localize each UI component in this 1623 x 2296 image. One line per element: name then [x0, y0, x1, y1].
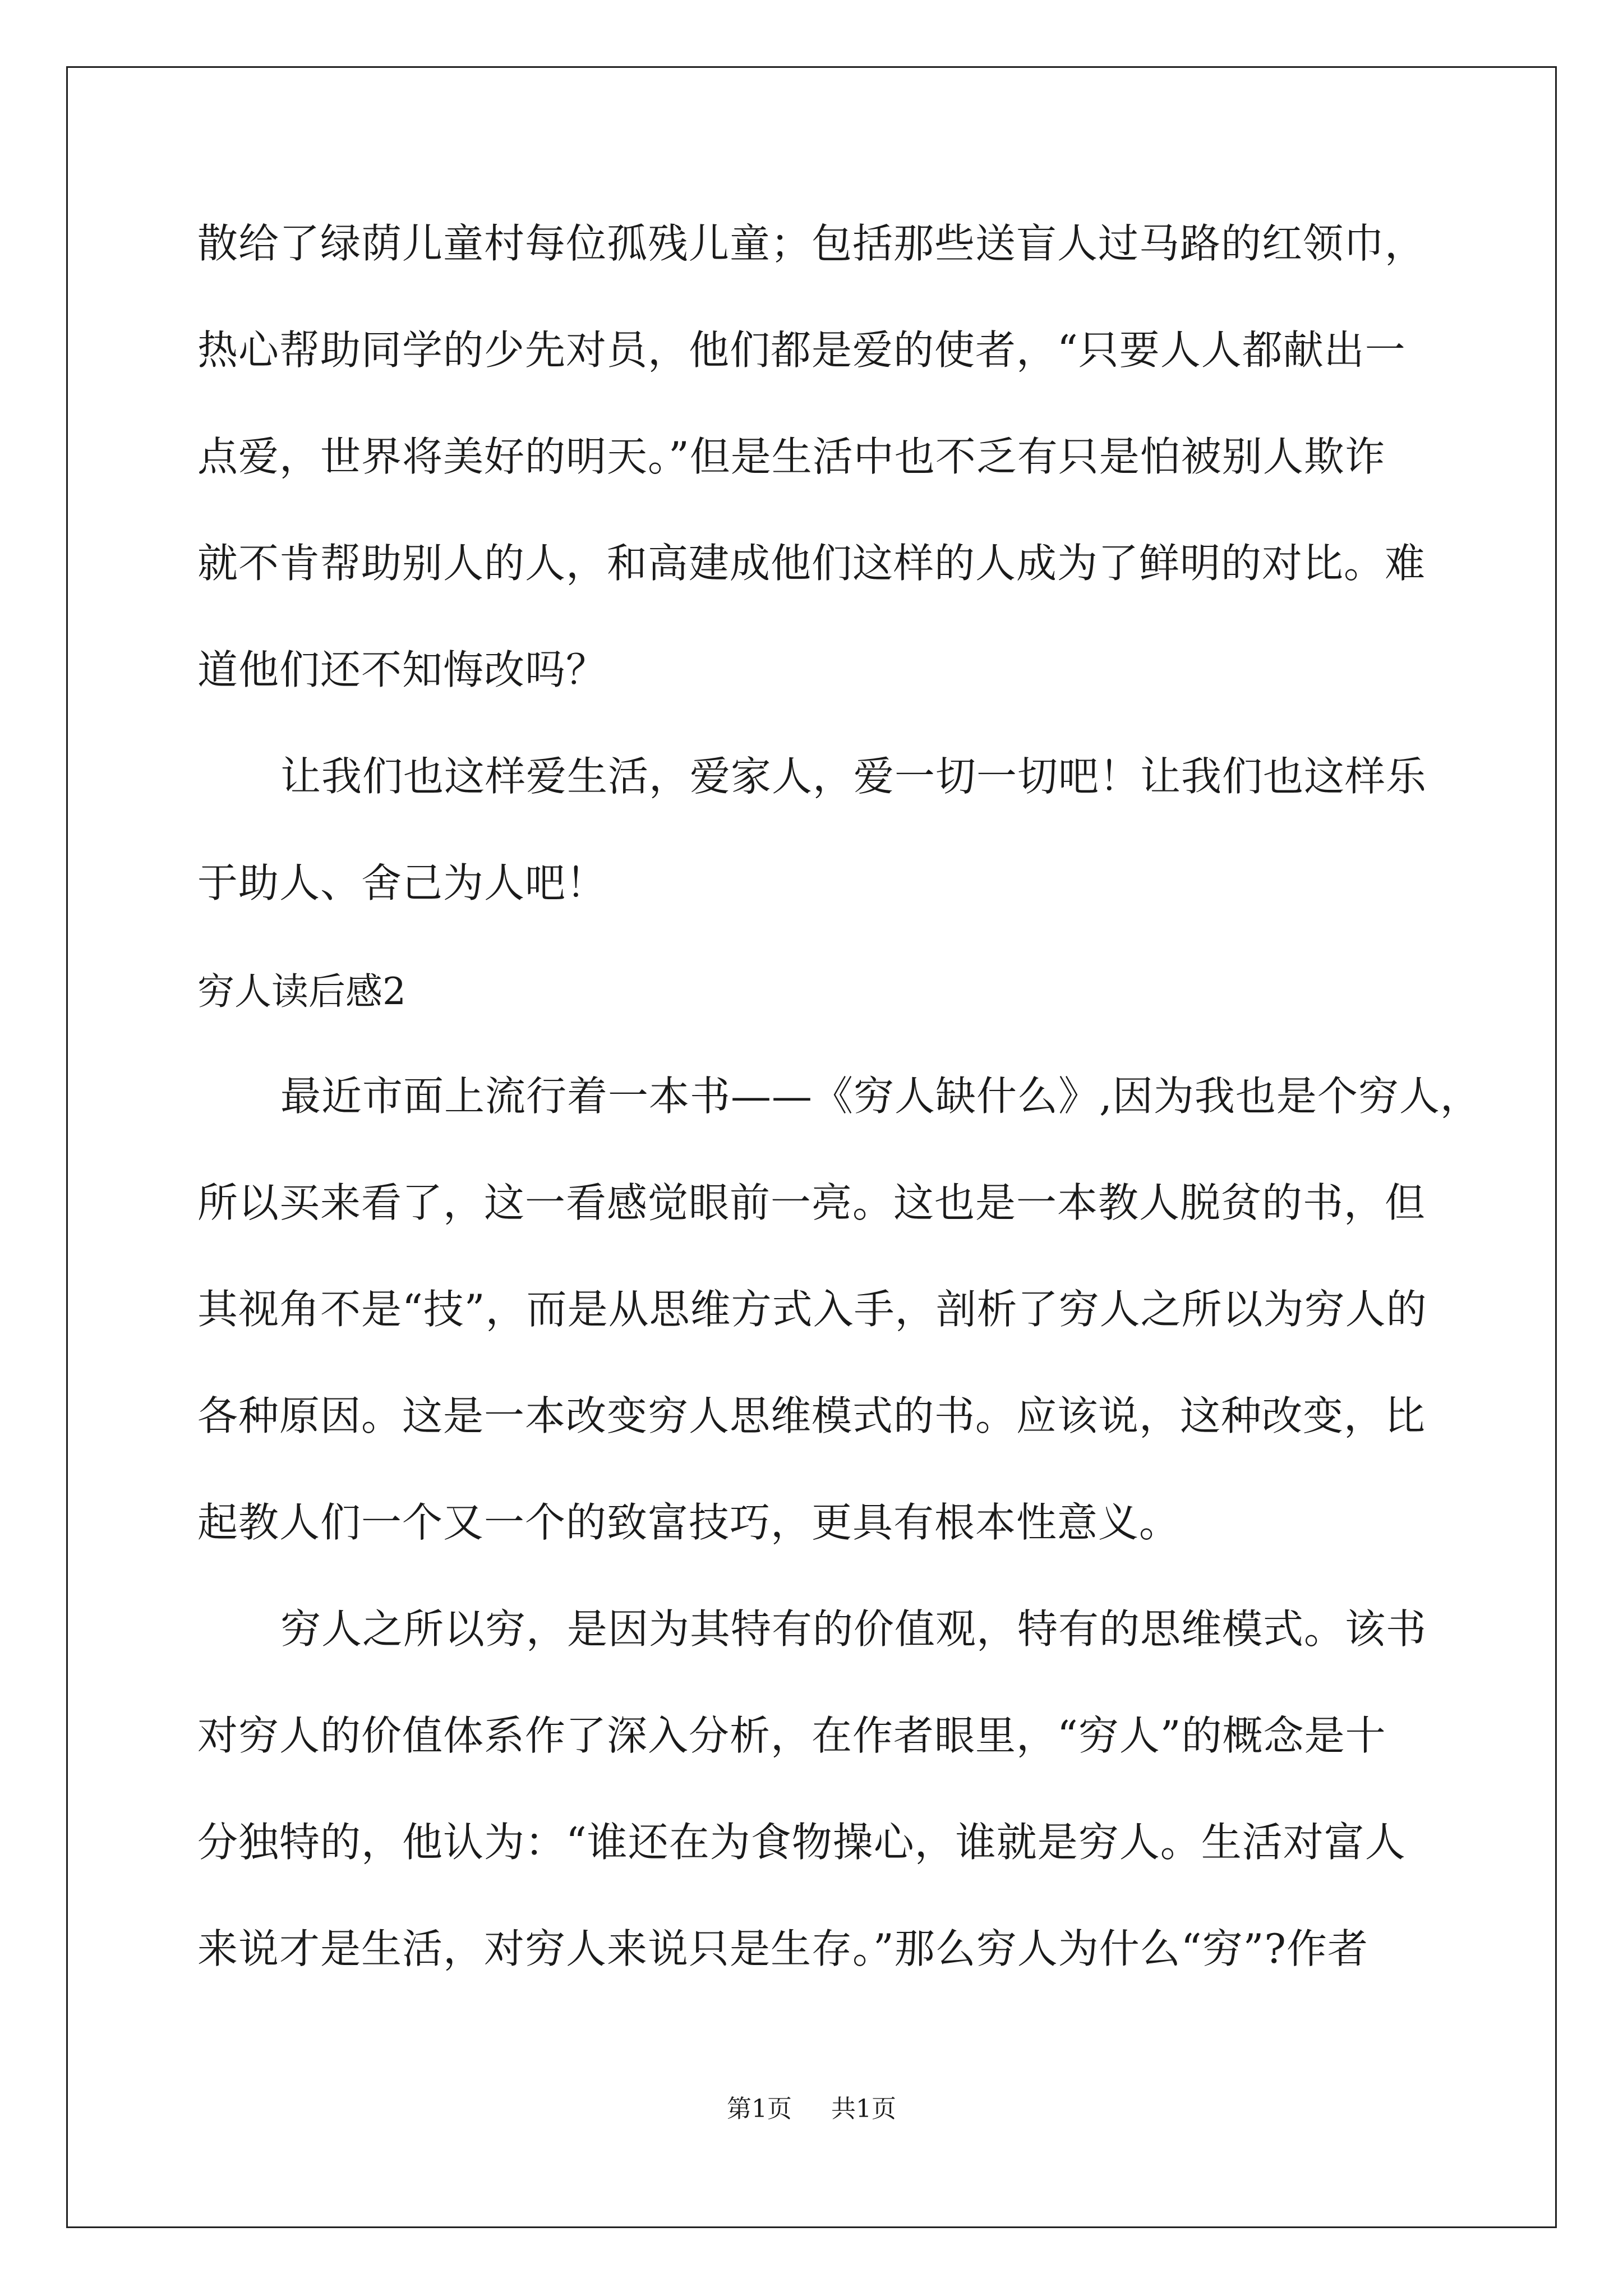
paragraph-line: 起教人们一个又一个的致富技巧，更具有根本性意义。 [197, 1499, 1181, 1546]
paragraph-line: 让我们也这样爱生活，爱家人，爱一切一切吧！让我们也这样乐 [280, 753, 1427, 800]
paragraph-line: 道他们还不知悔改吗？ [197, 646, 607, 693]
paragraph-line: 对穷人的价值体系作了深入分析，在作者眼里，“穷人”的概念是十 [197, 1712, 1386, 1759]
paragraph-line: 来说才是生活，对穷人来说只是生存。”那么穷人为什么“穷”?作者 [197, 1925, 1369, 1972]
paragraph-line: 各种原因。这是一本改变穷人思维模式的书。应该说，这种改变，比 [197, 1392, 1426, 1439]
paragraph-line: 所以买来看了，这一看感觉眼前一亮。这也是一本教人脱贫的书，但 [197, 1179, 1426, 1226]
paragraph-line: 最近市面上流行着一本书——《穷人缺什么》,因为我也是个穷人， [280, 1073, 1481, 1120]
paragraph-line: 穷人之所以穷，是因为其特有的价值观，特有的思维模式。该书 [280, 1605, 1427, 1653]
page-number: 第1页 [727, 2095, 792, 2123]
paragraph-line: 分独特的，他认为：“谁还在为食物操心，谁就是穷人。生活对富人 [197, 1819, 1406, 1866]
paragraph-line: 点爱，世界将美好的明天。”但是生活中也不乏有只是怕被别人欺诈 [197, 433, 1386, 480]
page-border [66, 66, 1557, 2228]
paragraph-line: 就不肯帮助别人的人，和高建成他们这样的人成为了鲜明的对比。难 [197, 540, 1426, 587]
page-footer [0, 2092, 1623, 2126]
paragraph-line: 热心帮助同学的少先对员，他们都是爱的使者，“只要人人都献出一 [197, 326, 1406, 374]
paragraph-line: 其视角不是“技”，而是从思维方式入手，剖析了穷人之所以为穷人的 [197, 1286, 1427, 1333]
page-total: 共1页 [831, 2095, 896, 2123]
paragraph-line: 于助人、舍己为人吧！ [197, 859, 607, 907]
paragraph-line: 散给了绿荫儿童村每位孤残儿童；包括那些送盲人过马路的红领巾， [197, 220, 1426, 267]
section-heading: 穷人读后感2 [197, 970, 406, 1013]
